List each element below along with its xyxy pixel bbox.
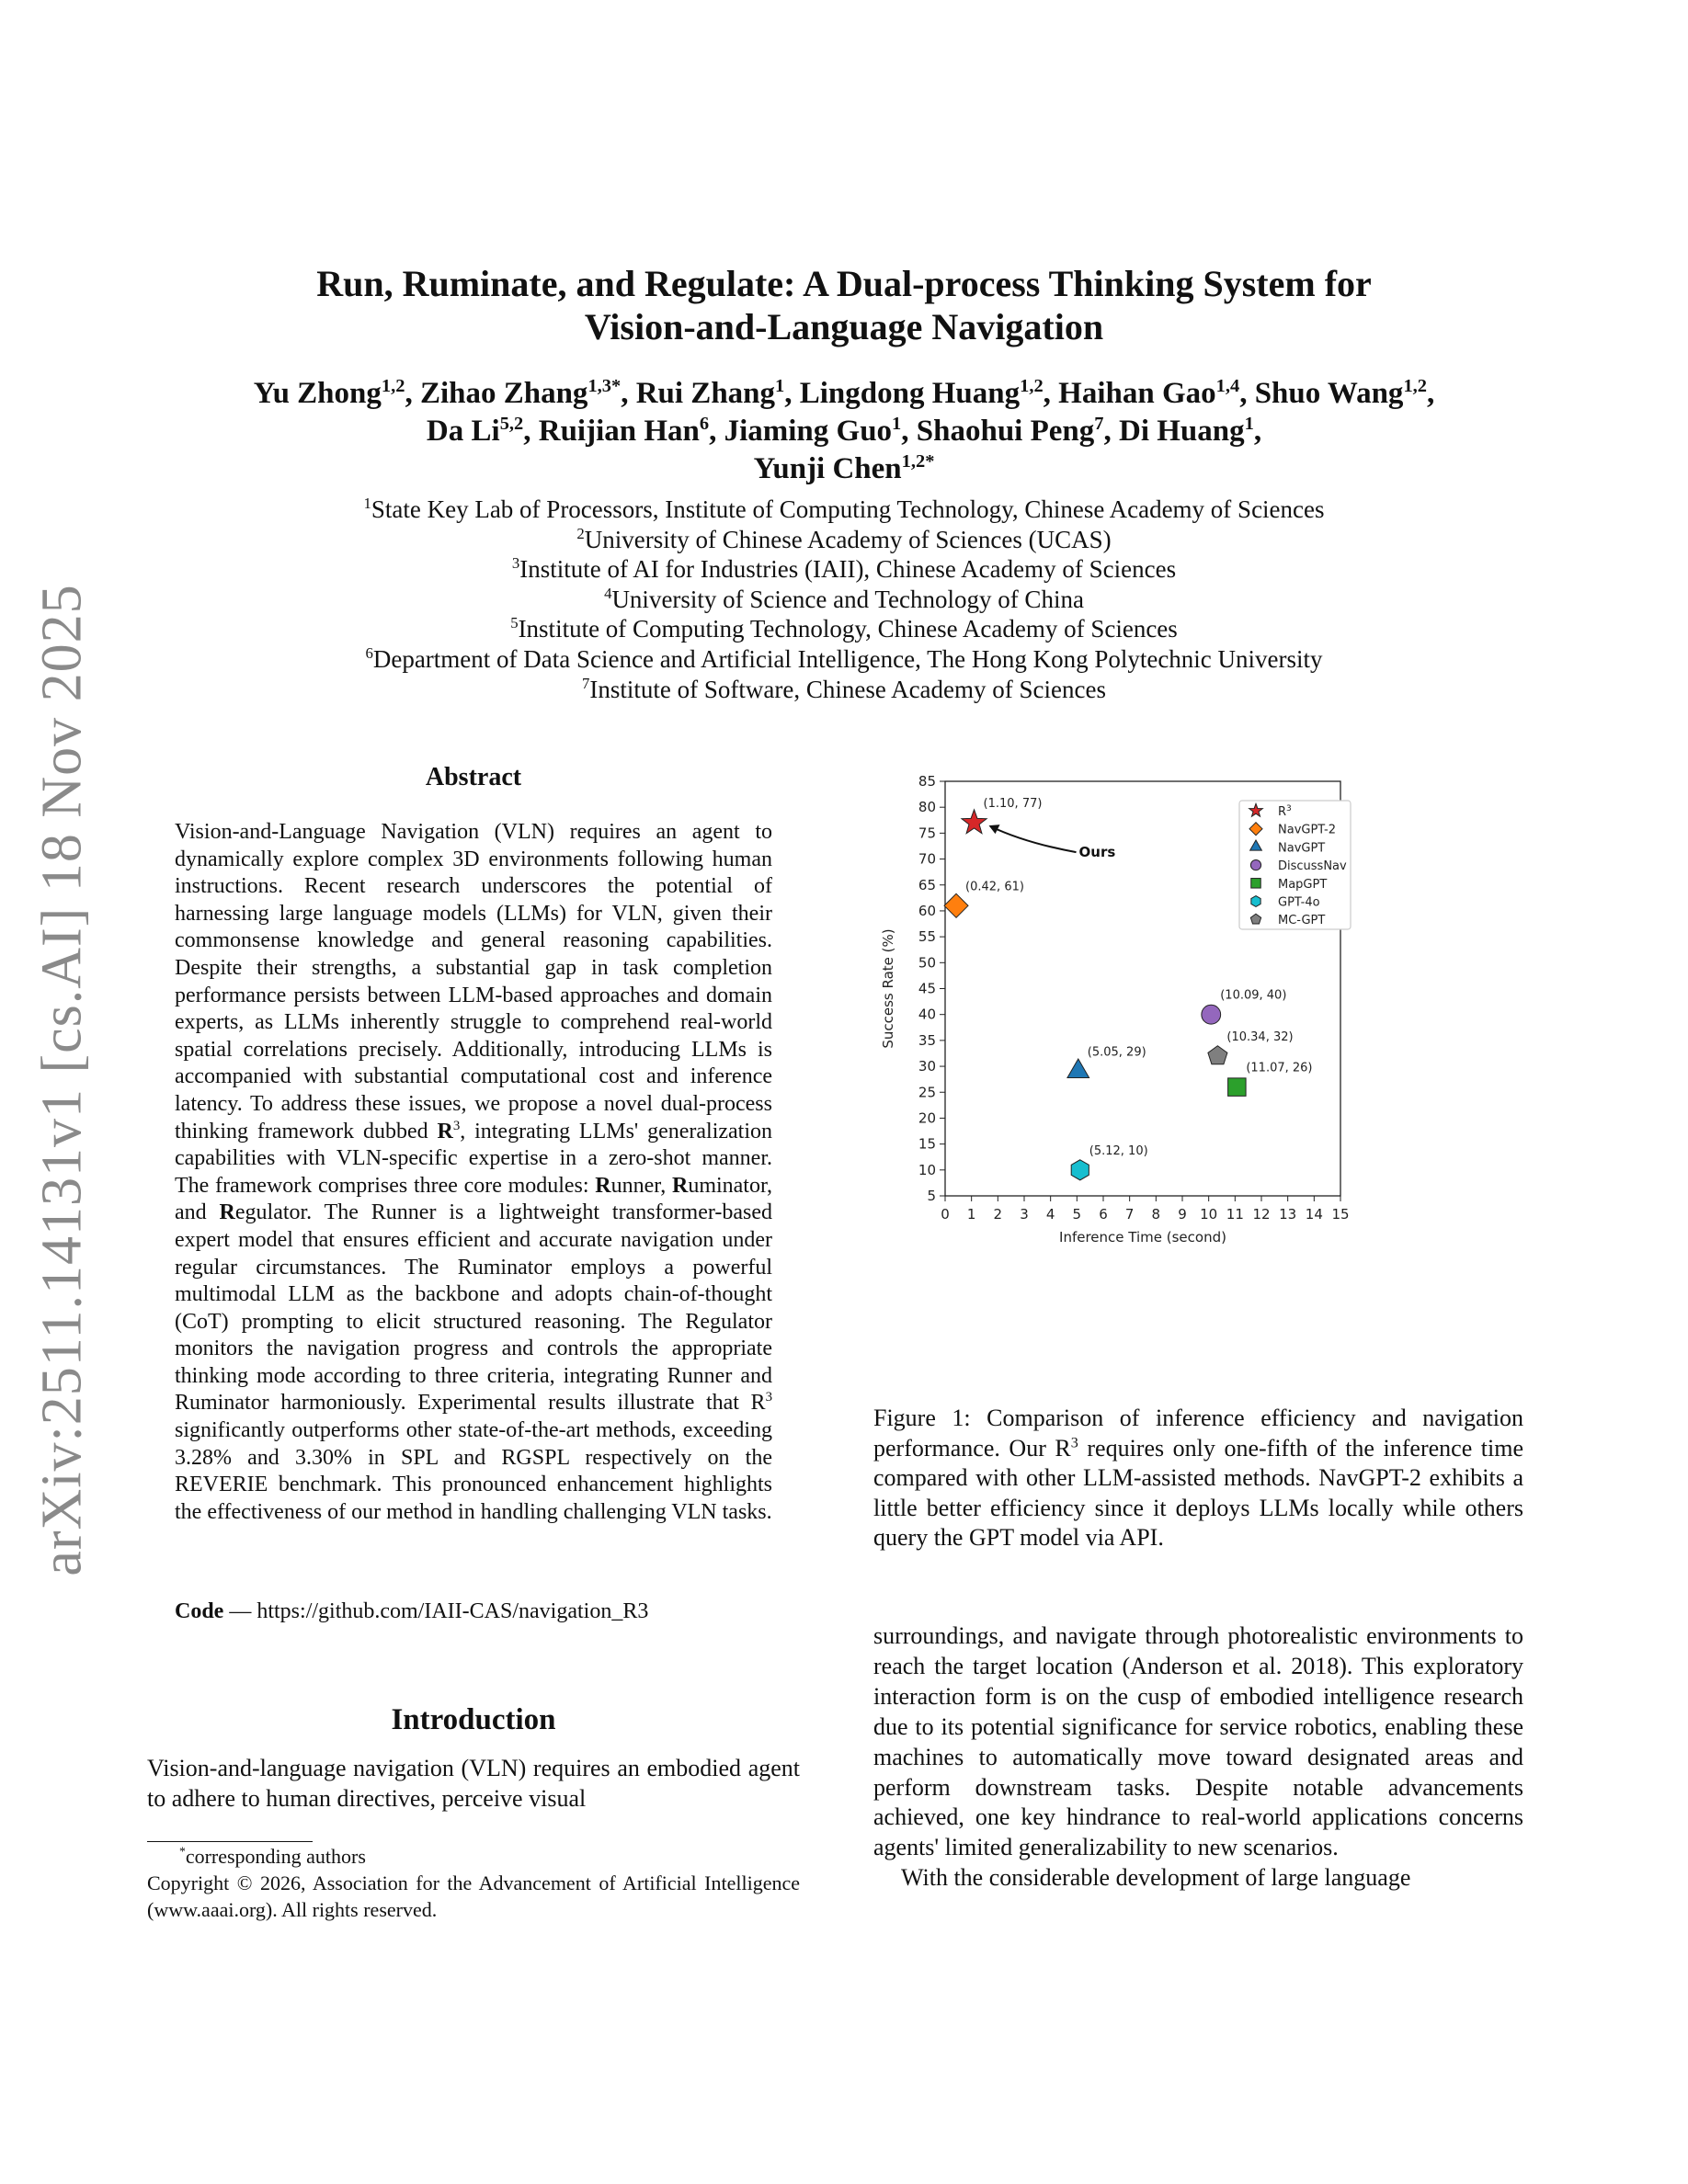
caption-superscript: 3 — [1070, 1434, 1078, 1450]
affiliation — [0, 554, 1688, 585]
arxiv-stamp: arXiv:2511.14131v1 [cs.AI] 18 Nov 2025 — [30, 584, 94, 1576]
y-tick-label: 30 — [918, 1058, 936, 1075]
author-affiliation-marker: 6 — [699, 414, 710, 434]
author-name: Zihao Zhang — [419, 377, 588, 410]
legend-entry: DiscussNav — [1278, 859, 1347, 874]
affiliation-number: 6 — [365, 643, 373, 662]
scatter-chart — [855, 763, 1517, 1388]
author-name: Shuo Wang — [1254, 377, 1404, 410]
affiliation-number: 2 — [576, 524, 585, 542]
caption-part: requires only one-fifth of the inference time compared with other LLM-assisted methods. NavGPT-2 exhibits a little better efficiency since it deploys LLMs locally while others query the GPT model via API. — [873, 1434, 1523, 1552]
x-tick-label: 11 — [1226, 1206, 1244, 1223]
author-name: Yu Zhong — [253, 377, 382, 410]
legend-superscript: 3 — [1286, 804, 1292, 813]
affiliation-text: Institute of Software, Chinese Academy of Sciences — [589, 675, 1106, 703]
bold-initial: R — [671, 1173, 689, 1198]
affiliation-number: 3 — [511, 554, 520, 573]
author-name: Rui Zhang — [635, 377, 776, 410]
author-name: Lingdong Huang — [799, 377, 1021, 410]
affiliation-text: Institute of AI for Industries (IAII), Chinese Academy of Sciences — [519, 555, 1177, 584]
legend-entry: $R^3$ — [1278, 804, 1292, 819]
legend-entry: NavGPT — [1278, 841, 1326, 856]
x-axis-label: Inference Time (second) — [1059, 1229, 1226, 1246]
legend-marker-circle — [1250, 860, 1260, 870]
author-affiliation-marker: 7 — [1094, 414, 1104, 434]
separator: , — [1426, 377, 1435, 410]
y-tick-label: 50 — [918, 954, 936, 972]
data-label: (11.07, 26) — [1246, 1061, 1313, 1075]
bold-initial: R — [219, 1200, 235, 1225]
y-tick-label: 60 — [918, 902, 936, 919]
data-point-circle — [1202, 1005, 1221, 1024]
author-name: Da Li — [426, 415, 500, 448]
y-tick-label: 65 — [918, 876, 936, 893]
affiliation-text: University of Chinese Academy of Sciences (UCAS) — [584, 525, 1112, 553]
author-affiliation-marker: 1,3* — [587, 376, 622, 396]
separator: , — [709, 415, 724, 448]
legend-entry: NavGPT-2 — [1278, 823, 1337, 837]
paper-title — [0, 262, 1688, 348]
x-tick-label: 9 — [1178, 1206, 1187, 1223]
introduction-text: Vision-and-language navigation (VLN) requires an embodied agent to adhere to human directives, perceive visual — [147, 1755, 800, 1812]
separator: , — [523, 415, 539, 448]
affiliation-text: State Key Lab of Processors, Institute of Computing Technology, Chinese Academy of Sciences — [371, 495, 1325, 523]
y-tick-label: 5 — [927, 1188, 936, 1204]
r3-superscript: 3 — [452, 1118, 461, 1133]
author-affiliation-marker: 5,2 — [499, 414, 524, 434]
legend-marker-square — [1251, 879, 1261, 889]
y-tick-label: 75 — [918, 825, 936, 842]
separator: , — [621, 377, 636, 410]
abstract-part: , integrating LLMs' generalization capabilities with VLN-specific expertise in a zero-shot manner. The framework comprises three core modules: — [175, 1119, 772, 1198]
x-tick-label: 12 — [1252, 1206, 1271, 1223]
code-dash: — — [223, 1599, 257, 1623]
author-affiliation-marker: 1 — [775, 376, 785, 396]
data-label: (10.09, 40) — [1220, 988, 1287, 1003]
data-label: (5.05, 29) — [1087, 1045, 1146, 1060]
data-point-hexagon — [1071, 1160, 1089, 1180]
abstract-part: significantly outperforms other state-of-the-art methods, exceeding 3.28% and 3.30% in SPL and RGSPL respectively on the REVERIE benchmark. This pronounced enhancement highlights the effectiveness of our method in handling challenging VLN tasks. — [175, 1418, 772, 1524]
x-tick-label: 14 — [1305, 1206, 1323, 1223]
annotation-arrow — [991, 826, 1077, 852]
copyright-notice: Copyright © 2026, Association for the Advancement of Artificial Intelligence (www.aaai.org). All rights reserved. — [147, 1871, 800, 1921]
y-tick-label: 55 — [918, 928, 936, 946]
footnote-mark: * — [179, 1844, 186, 1859]
affiliation-number: 7 — [582, 674, 590, 692]
author-line-2 — [0, 413, 1688, 450]
separator: , — [1043, 377, 1059, 410]
affiliation-text: Department of Data Science and Artificial Intelligence, The Hong Kong Polytechnic University — [372, 644, 1323, 673]
x-tick-label: 4 — [1045, 1206, 1055, 1223]
affiliation — [0, 525, 1688, 555]
legend-entry: MC-GPT — [1278, 914, 1326, 928]
data-label: (5.12, 10) — [1089, 1143, 1148, 1158]
title-line-2: Vision-and-Language Navigation — [584, 306, 1104, 347]
right-column-text — [873, 1621, 1523, 1894]
author-name: Di Huang — [1118, 415, 1245, 448]
author-name: Ruijian Han — [538, 415, 700, 448]
x-tick-label: 0 — [941, 1206, 950, 1223]
affiliation-number: 5 — [510, 614, 519, 632]
legend-entry: GPT-4o — [1278, 895, 1320, 910]
code-line — [175, 1598, 772, 1626]
data-point-triangle — [1067, 1059, 1089, 1077]
author-affiliation-marker: 1 — [1244, 414, 1254, 434]
r3-name: R — [437, 1119, 453, 1143]
author-affiliation-marker: 1 — [892, 414, 902, 434]
y-tick-label: 40 — [918, 1006, 936, 1023]
abstract-part: uminator, and — [175, 1173, 772, 1225]
separator: , — [1239, 377, 1255, 410]
legend-marker-hexagon — [1251, 896, 1260, 907]
caption-part: Figure 1: Comparison of inference efficiency and navigation performance. Our R — [873, 1405, 1523, 1462]
y-tick-label: 70 — [918, 850, 936, 868]
bold-initial: R — [595, 1173, 611, 1198]
affiliation-text: University of Science and Technology of China — [611, 585, 1084, 613]
data-label: (1.10, 77) — [983, 797, 1043, 812]
x-tick-label: 6 — [1099, 1206, 1108, 1223]
x-tick-label: 2 — [993, 1206, 1003, 1223]
affiliation — [0, 675, 1688, 705]
affiliation-number: 1 — [363, 495, 371, 512]
affiliation-list — [0, 495, 1688, 704]
annotation-label: Ours — [1078, 844, 1116, 861]
data-point-square — [1228, 1078, 1247, 1097]
separator: , — [1103, 415, 1119, 448]
data-label: (10.34, 32) — [1226, 1029, 1294, 1044]
author-name: Haihan Gao — [1058, 377, 1216, 410]
author-affiliation-marker: 1,2 — [1403, 376, 1427, 396]
footnote-text: corresponding authors — [185, 1845, 366, 1868]
paragraph: surroundings, and navigate through photorealistic environments to reach the target location (Anderson et al. 2018). This exploratory interaction form is on the cusp of embodied intelligence research due to its potential significance for service robotics, enabling these machines to automatically move toward designated areas and perform downstream tasks. Despite notable advancements achieved, one key hindrance to real-world applications concerns agents' limited generalizability to new scenarios. — [873, 1622, 1523, 1861]
y-tick-label: 80 — [918, 799, 936, 816]
abstract-part: Vision-and-Language Navigation (VLN) requires an agent to dynamically explore complex 3D environments following human instructions. Recent research underscores the potential of harnessing large language models (LLMs) for VLN, given their commonsense knowledge and general reasoning capabilities. Despite their strengths, a substantial gap in task completion performance persists between LLM-based approaches and domain experts, as LLMs inherently struggle to comprehend real-world spatial correlations precisely. Additionally, introducing LLMs is accompanied with substantial computational cost and inference latency. To address these issues, we propose a novel dual-process thinking framework dubbed — [175, 820, 772, 1143]
footnote-rule — [147, 1841, 313, 1842]
separator: , — [405, 377, 420, 410]
figure-caption — [873, 1404, 1523, 1553]
code-link[interactable]: https://github.com/IAII-CAS/navigation_R3 — [257, 1599, 649, 1623]
x-tick-label: 7 — [1124, 1206, 1135, 1223]
legend-entry: MapGPT — [1278, 877, 1328, 892]
y-tick-label: 35 — [918, 1031, 936, 1049]
x-tick-label: 13 — [1279, 1206, 1297, 1223]
data-label: (0.42, 61) — [965, 880, 1024, 894]
affiliation — [0, 585, 1688, 615]
r3-superscript: 3 — [765, 1390, 772, 1405]
separator: , — [901, 415, 917, 448]
y-axis-label: Success Rate (%) — [880, 928, 896, 1049]
code-label: Code — [175, 1599, 224, 1623]
data-point-diamond — [944, 893, 968, 917]
introduction-heading: Introduction — [391, 1703, 556, 1736]
y-tick-label: 85 — [918, 773, 936, 790]
author-affiliation-marker: 1,4 — [1215, 376, 1240, 396]
author-list — [0, 375, 1688, 488]
data-point-star — [962, 810, 987, 834]
author-affiliation-marker: 1,2* — [901, 451, 935, 472]
footnote — [179, 1844, 366, 1870]
x-tick-label: 8 — [1151, 1206, 1161, 1223]
author-affiliation-marker: 1,2 — [381, 376, 405, 396]
separator: , — [784, 377, 800, 410]
y-tick-label: 10 — [918, 1161, 936, 1178]
affiliation-text: Institute of Computing Technology, Chinese Academy of Sciences — [518, 615, 1178, 643]
x-tick-label: 10 — [1200, 1206, 1218, 1223]
abstract-text — [175, 819, 772, 1526]
x-tick-label: 1 — [966, 1206, 976, 1223]
separator: , — [1253, 415, 1262, 448]
author-name: Yunji Chen — [753, 452, 902, 485]
paragraph: With the considerable development of large language — [901, 1864, 1411, 1892]
affiliation — [0, 495, 1688, 525]
data-point-pentagon — [1208, 1046, 1227, 1064]
x-tick-label: 15 — [1331, 1206, 1350, 1223]
author-affiliation-marker: 1,2 — [1020, 376, 1044, 396]
y-tick-label: 20 — [918, 1109, 936, 1127]
abstract-part: unner, — [610, 1173, 672, 1198]
x-tick-label: 3 — [1020, 1206, 1029, 1223]
abstract-heading: Abstract — [425, 763, 522, 791]
y-tick-label: 45 — [918, 980, 936, 997]
author-name: Shaohui Peng — [916, 415, 1095, 448]
author-name: Jiaming Guo — [724, 415, 893, 448]
author-line-1 — [0, 375, 1688, 413]
y-tick-label: 15 — [918, 1135, 936, 1153]
affiliation — [0, 614, 1688, 644]
y-tick-label: 25 — [918, 1084, 936, 1101]
affiliation — [0, 644, 1688, 675]
x-tick-label: 5 — [1072, 1206, 1082, 1223]
affiliation-number: 4 — [604, 584, 612, 602]
title-line-1: Run, Ruminate, and Regulate: A Dual-process Thinking System for — [316, 263, 1372, 304]
author-line-3 — [0, 450, 1688, 488]
abstract-part: egulator. The Runner is a lightweight transformer-based expert model that ensures efficient and accurate navigation under regular circumstances. The Ruminator employs a powerful multimodal LLM as the backbone and adopts chain-of-thought (CoT) prompting to elicit structured reasoning. The Regulator monitors the navigation progress and controls the appropriate thinking mode according to three criteria, integrating Runner and Ruminator harmoniously. Experimental results illustrate that R — [175, 1200, 773, 1416]
